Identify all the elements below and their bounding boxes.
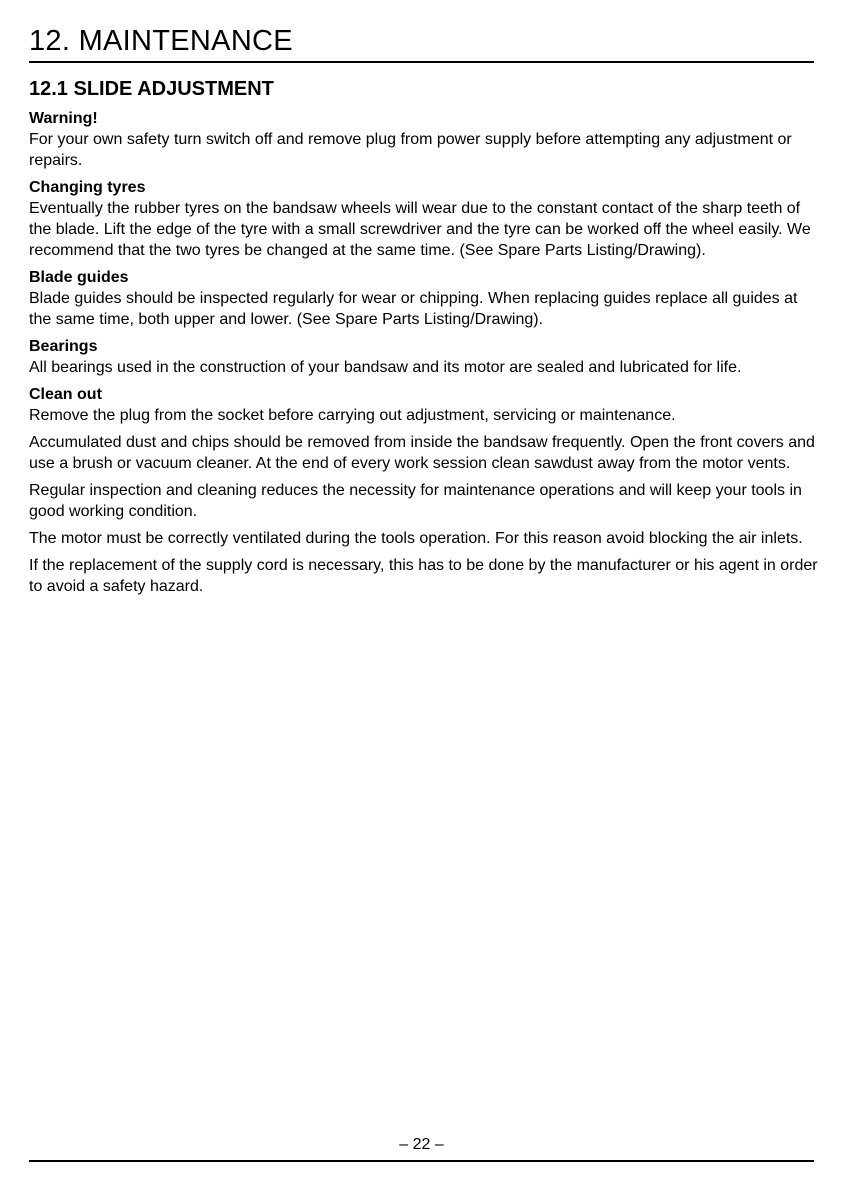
clean-out-paragraph: Remove the plug from the socket before carrying out adjustment, servicing or maintenance.	[29, 407, 676, 424]
warning-text: For your own safety turn switch off and remove plug from power supply before attempting any adjustment or repairs.	[29, 131, 792, 169]
warning-block	[29, 108, 819, 171]
clean-out-paragraph: If the replacement of the supply cord is necessary, this has to be done by the manufacturer or his agent in order to avoid a safety hazard.	[29, 557, 818, 595]
section-heading: 12.1 SLIDE ADJUSTMENT	[29, 78, 274, 100]
page-content	[29, 76, 819, 603]
clean-out-heading: Clean out	[29, 386, 102, 403]
page-number: – 22 –	[399, 1136, 444, 1153]
warning-heading: Warning!	[29, 110, 98, 127]
clean-out-block	[29, 384, 819, 597]
clean-out-paragraph: The motor must be correctly ventilated during the tools operation. For this reason avoid blocking the air inlets.	[29, 530, 803, 547]
changing-tyres-block	[29, 177, 819, 261]
bearings-text: All bearings used in the construction of your bandsaw and its motor are sealed and lubricated for life.	[29, 359, 742, 376]
blade-guides-text: Blade guides should be inspected regularly for wear or chipping. When replacing guides replace all guides at the same time, both upper and lower. (See Spare Parts Listing/Drawing).	[29, 290, 798, 328]
changing-tyres-text: Eventually the rubber tyres on the bandsaw wheels will wear due to the constant contact of the sharp teeth of the blade. Lift the edge of the tyre with a small screwdriver and the tyre can be worked off the wheel easily. We recommend that the two tyres be changed at the same time. (See Spare Parts Listing/Drawing).	[29, 200, 811, 259]
header-rule	[29, 61, 814, 63]
blade-guides-block	[29, 267, 819, 330]
footer-rule	[29, 1160, 814, 1162]
clean-out-paragraph: Regular inspection and cleaning reduces the necessity for maintenance operations and will keep your tools in good working condition.	[29, 482, 802, 520]
chapter-title: 12. MAINTENANCE	[29, 25, 293, 57]
blade-guides-heading: Blade guides	[29, 269, 129, 286]
clean-out-paragraph: Accumulated dust and chips should be removed from inside the bandsaw frequently. Open the front covers and use a brush or vacuum cleaner. At the end of every work session clean sawdust away from the motor vents.	[29, 434, 815, 472]
bearings-heading: Bearings	[29, 338, 98, 355]
changing-tyres-heading: Changing tyres	[29, 179, 146, 196]
bearings-block	[29, 336, 819, 378]
